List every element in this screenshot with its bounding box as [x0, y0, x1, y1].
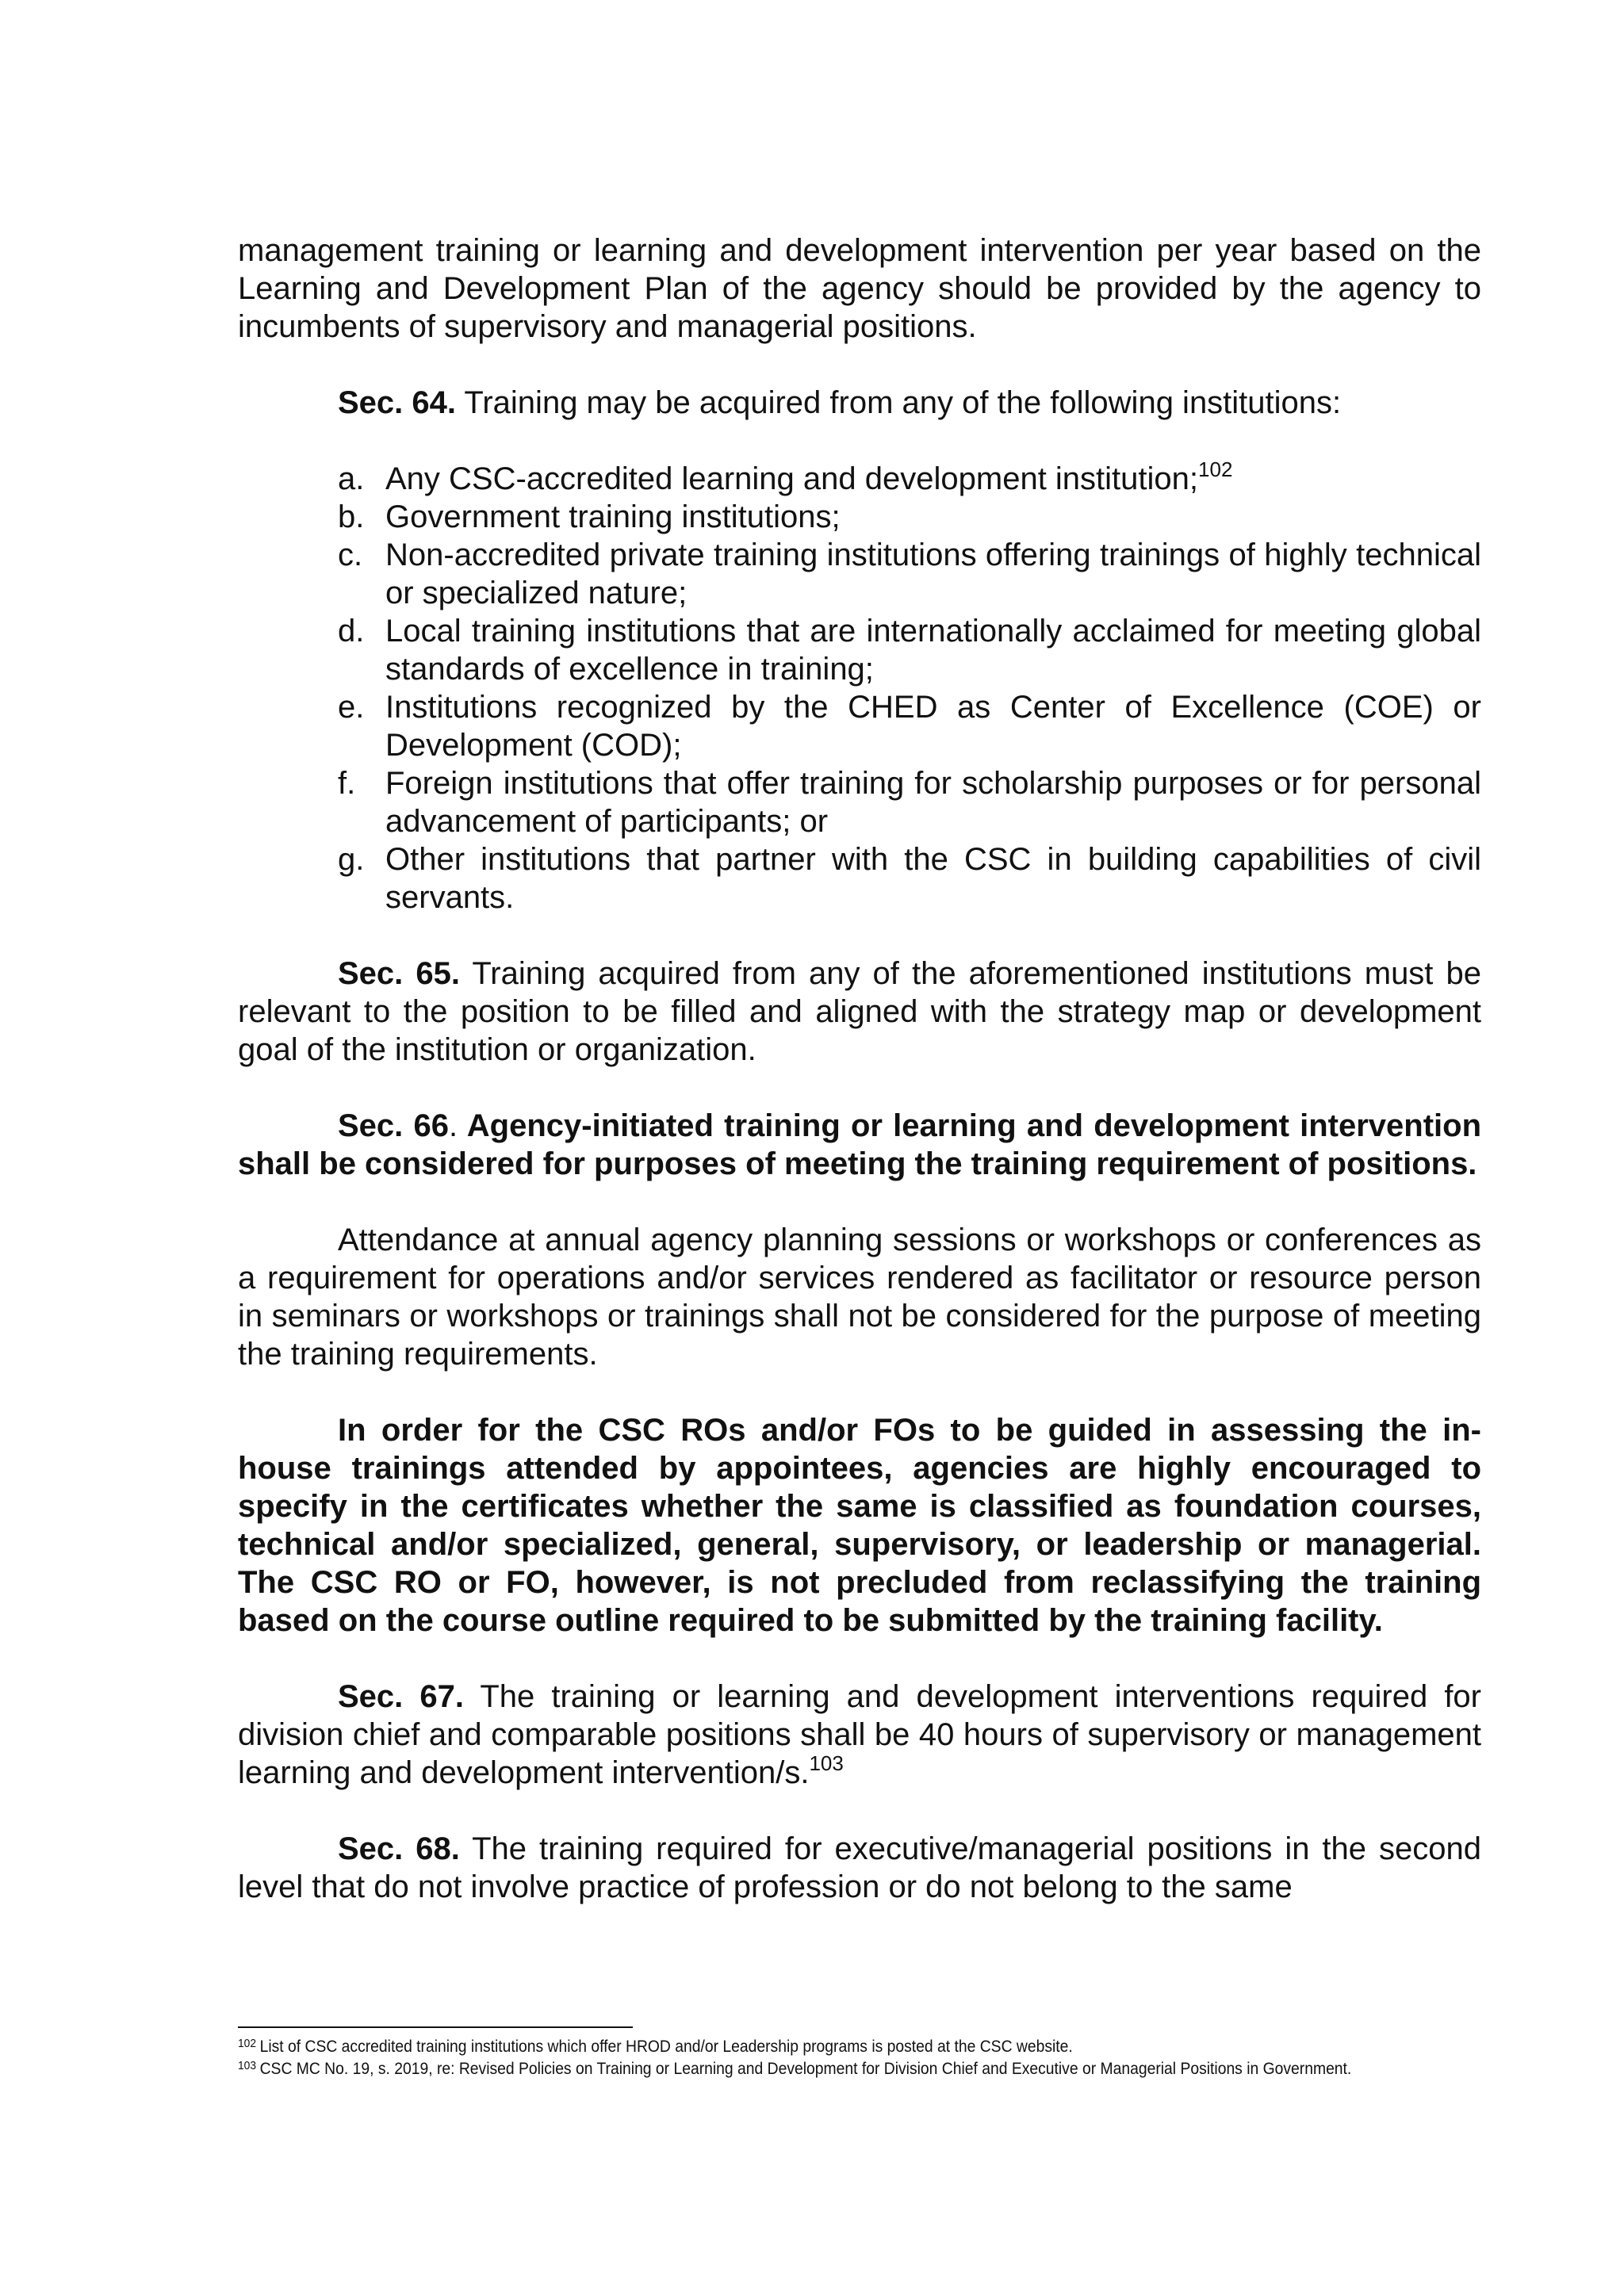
- section-65-paragraph: [238, 955, 1481, 1069]
- list-item: [338, 764, 1481, 840]
- institution-list: [238, 457, 1481, 916]
- section-64-label: Sec. 64.: [338, 385, 457, 420]
- list-item: [338, 498, 1481, 536]
- list-item-text: Government training institutions;: [385, 499, 841, 534]
- list-item-text: Foreign institutions that offer training for scholarship purposes or for personal advancement of participants; or: [385, 766, 1481, 839]
- list-item-text: Other institutions that partner with the CSC in building capabilities of civil servants.: [385, 842, 1481, 915]
- list-item-text: Any CSC-accredited learning and development institution;: [385, 461, 1199, 496]
- section-67-label: Sec. 67.: [338, 1679, 464, 1714]
- attendance-paragraph: [238, 1221, 1481, 1373]
- footnote-103: [238, 2058, 1481, 2080]
- section-66-separator: .: [448, 1108, 458, 1143]
- section-64-paragraph: [238, 384, 1481, 422]
- list-item-text: Local training institutions that are internationally acclaimed for meeting global standards of excellence in training;: [385, 614, 1481, 687]
- list-item: [338, 840, 1481, 916]
- section-64-text: Training may be acquired from any of the following institutions:: [456, 385, 1342, 420]
- footnote-number: 102: [238, 2037, 257, 2050]
- intro-text: management training or learning and development intervention per year based on the Learning and Development Plan of the agency should be provided by the agency to incumbents of supervisory and managerial positions.: [238, 233, 1481, 344]
- section-65-label: Sec. 65.: [338, 956, 460, 991]
- list-marker: c.: [338, 538, 363, 572]
- list-item: [338, 688, 1481, 764]
- footnote-divider: [238, 2026, 633, 2028]
- document-body: [238, 232, 1481, 1944]
- list-marker: g.: [338, 842, 365, 877]
- footnote-text: List of CSC accredited training institutions which offer HROD and/or Leadership programs is posted at the CSC website.: [259, 2038, 1073, 2056]
- list-item: [338, 536, 1481, 612]
- section-65-text: Training acquired from any of the aforementioned institutions must be relevant to the position to be filled and aligned with the strategy map or development goal of the institution or organization.: [238, 956, 1481, 1067]
- section-68-label: Sec. 68.: [338, 1831, 460, 1866]
- intro-paragraph: [238, 232, 1481, 346]
- guidance-paragraph: [238, 1411, 1481, 1640]
- list-marker: d.: [338, 614, 365, 649]
- section-68-text: The training required for executive/managerial positions in the second level that do not involve practice of profession or do not belong to the same: [238, 1831, 1481, 1904]
- list-item: [338, 612, 1481, 688]
- list-item: [338, 457, 1481, 498]
- footnote-ref-103: 103: [809, 1751, 844, 1775]
- attendance-text: Attendance at annual agency planning sessions or workshops or conferences as a requirement for operations and/or services rendered as facilitator or resource person in seminars or workshops or trainings shall not be considered for the purpose of meeting the training requirements.: [238, 1223, 1481, 1372]
- footnote-number: 103: [238, 2059, 257, 2072]
- footnotes: [238, 2036, 1481, 2080]
- footnote-102: [238, 2036, 1481, 2058]
- list-marker: f.: [338, 766, 356, 801]
- list-item-text: Institutions recognized by the CHED as Center of Excellence (COE) or Development (COD);: [385, 690, 1481, 763]
- footnote-text: CSC MC No. 19, s. 2019, re: Revised Policies on Training or Learning and Development for Division Chief and Executive or Managerial Positions in Government.: [259, 2060, 1352, 2078]
- list-marker: b.: [338, 499, 365, 534]
- section-66-paragraph: [238, 1107, 1481, 1183]
- section-66-text: Agency-initiated training or learning and development intervention shall be considered for purposes of meeting the training requirement of positions.: [238, 1108, 1482, 1181]
- footnote-ref-102: 102: [1198, 457, 1233, 481]
- list-item-text: Non-accredited private training institutions offering trainings of highly technical or specialized nature;: [385, 538, 1481, 610]
- list-marker: e.: [338, 690, 365, 725]
- guidance-text: In order for the CSC ROs and/or FOs to be guided in assessing the in-house trainings attended by appointees, agencies are highly encouraged to specify in the certificates whether the same is classified as foundation courses, technical and/or specialized, general, supervisory, or leadership or managerial. The CSC RO or FO, however, is not precluded from reclassifying the training based on the course outline required to be submitted by the training facility.: [238, 1413, 1481, 1638]
- section-68-paragraph: [238, 1830, 1481, 1906]
- section-67-paragraph: [238, 1678, 1481, 1792]
- section-66-label: Sec. 66: [338, 1108, 449, 1143]
- list-marker: a.: [338, 461, 365, 496]
- section-67-text: The training or learning and development interventions required for division chief and comparable positions shall be 40 hours of supervisory or management learning and development intervention/s.: [238, 1679, 1481, 1790]
